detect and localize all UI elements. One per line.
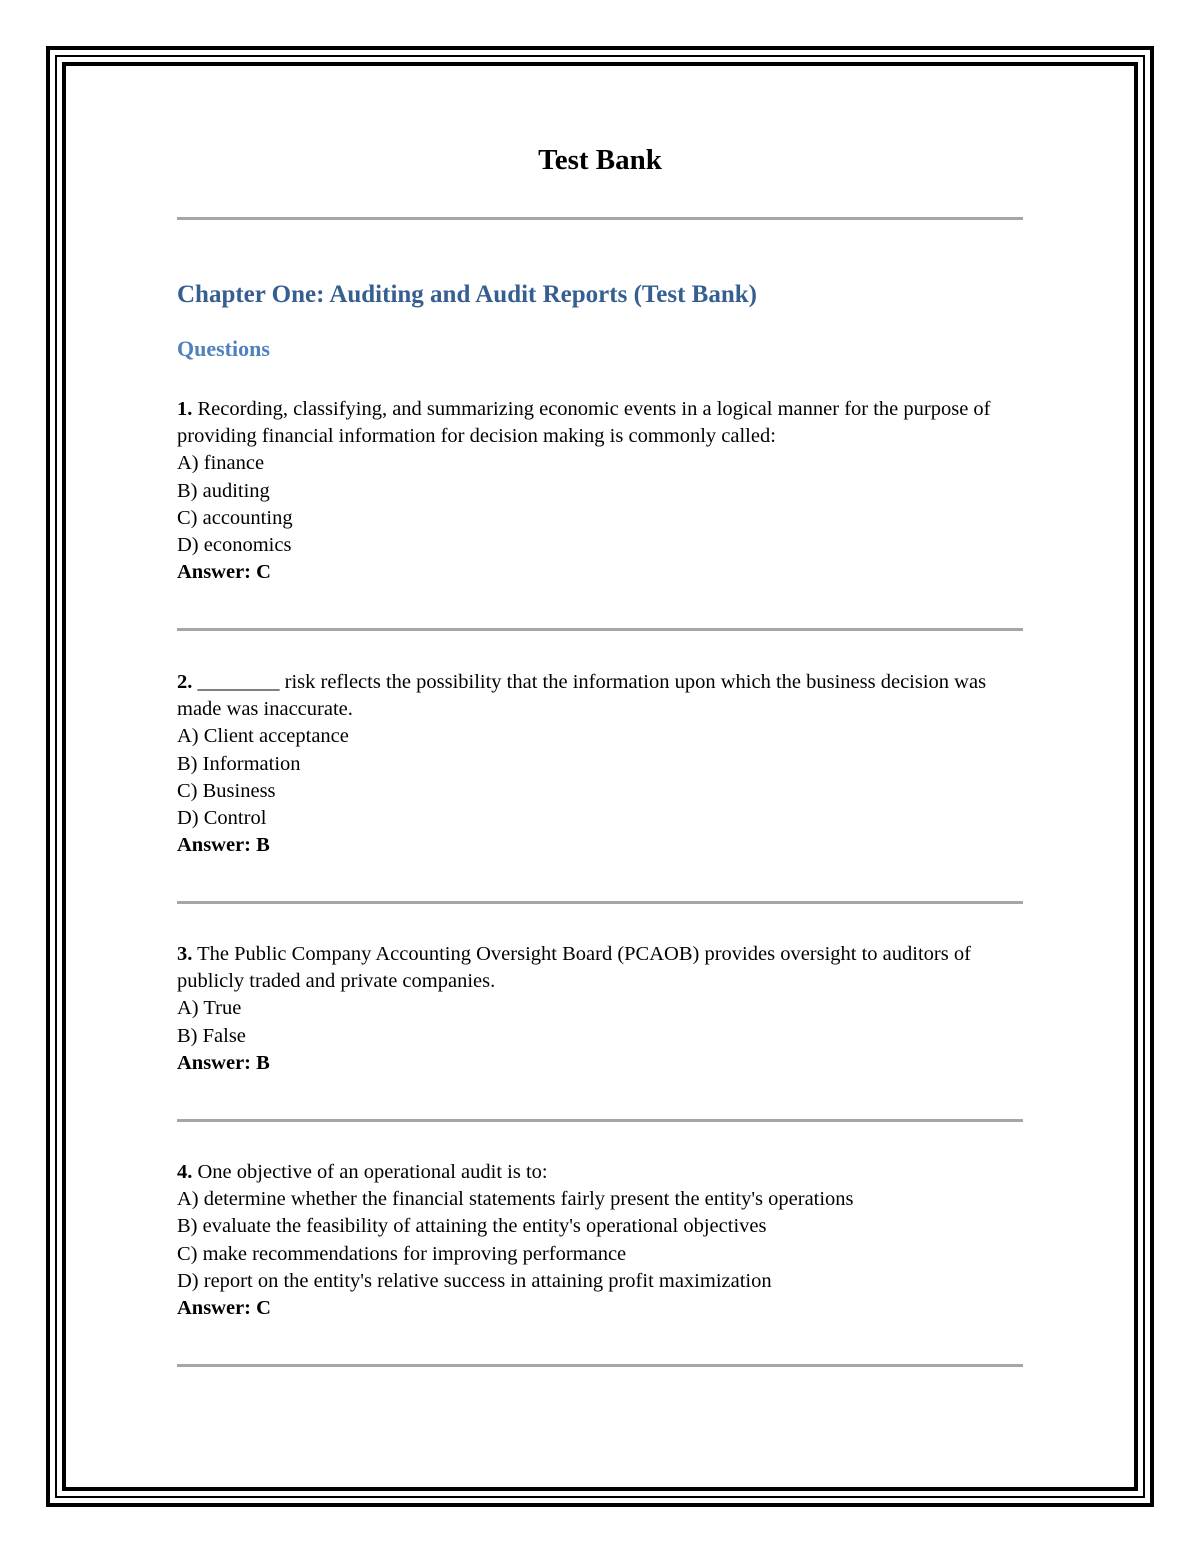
answer-option: B) False: [177, 1024, 246, 1047]
horizontal-divider: [177, 628, 1023, 631]
horizontal-divider: [177, 1119, 1023, 1122]
document-title: Test Bank: [538, 144, 662, 176]
answer-option: A) finance: [177, 452, 265, 475]
question-3: [177, 941, 1023, 1077]
question-number: 1.: [177, 398, 193, 420]
answer-option: B) Information: [177, 752, 301, 775]
question-4: [177, 1159, 1023, 1322]
answer-option: D) Control: [177, 807, 267, 830]
answer-option: D) economics: [177, 534, 292, 557]
answer-key: Answer: B: [177, 834, 270, 857]
question-text: [177, 941, 1023, 995]
answer-option: B) evaluate the feasibility of attaining the entity's operational objectives: [177, 1215, 767, 1238]
horizontal-divider: [177, 217, 1023, 220]
question-prompt: ________ risk reflects the possibility that the information upon which the business decision was made was inaccurate.: [177, 671, 987, 721]
section-heading: Questions: [177, 336, 270, 361]
question-prompt: Recording, classifying, and summarizing economic events in a logical manner for the purpose of providing financial information for decision making is commonly called:: [177, 398, 991, 448]
question-text: [177, 396, 1023, 450]
answer-option: C) Business: [177, 779, 276, 802]
question-number: 4.: [177, 1161, 193, 1183]
horizontal-divider: [177, 1364, 1023, 1367]
question-prompt: One objective of an operational audit is to:: [197, 1161, 548, 1183]
answer-option: C) accounting: [177, 506, 293, 529]
question-number: 2.: [177, 671, 193, 693]
question-number: 3.: [177, 943, 193, 965]
answer-option: A) determine whether the financial statements fairly present the entity's operations: [177, 1188, 854, 1211]
answer-option: C) make recommendations for improving performance: [177, 1242, 627, 1265]
answer-option: B) auditing: [177, 479, 270, 502]
answer-key: Answer: C: [177, 561, 271, 584]
question-2: [177, 669, 1023, 859]
answer-key: Answer: B: [177, 1051, 270, 1074]
chapter-title: Chapter One: Auditing and Audit Reports (Test Bank): [177, 281, 757, 308]
question-prompt: The Public Company Accounting Oversight Board (PCAOB) provides oversight to auditors of publicly traded and private companies.: [177, 943, 971, 993]
answer-key: Answer: C: [177, 1297, 271, 1320]
answer-option: A) True: [177, 997, 242, 1020]
answer-option: D) report on the entity's relative success in attaining profit maximization: [177, 1269, 772, 1292]
question-1: [177, 396, 1023, 586]
answer-option: A) Client acceptance: [177, 725, 349, 748]
question-text: [177, 669, 1023, 723]
horizontal-divider: [177, 901, 1023, 904]
question-text: [177, 1159, 1023, 1186]
